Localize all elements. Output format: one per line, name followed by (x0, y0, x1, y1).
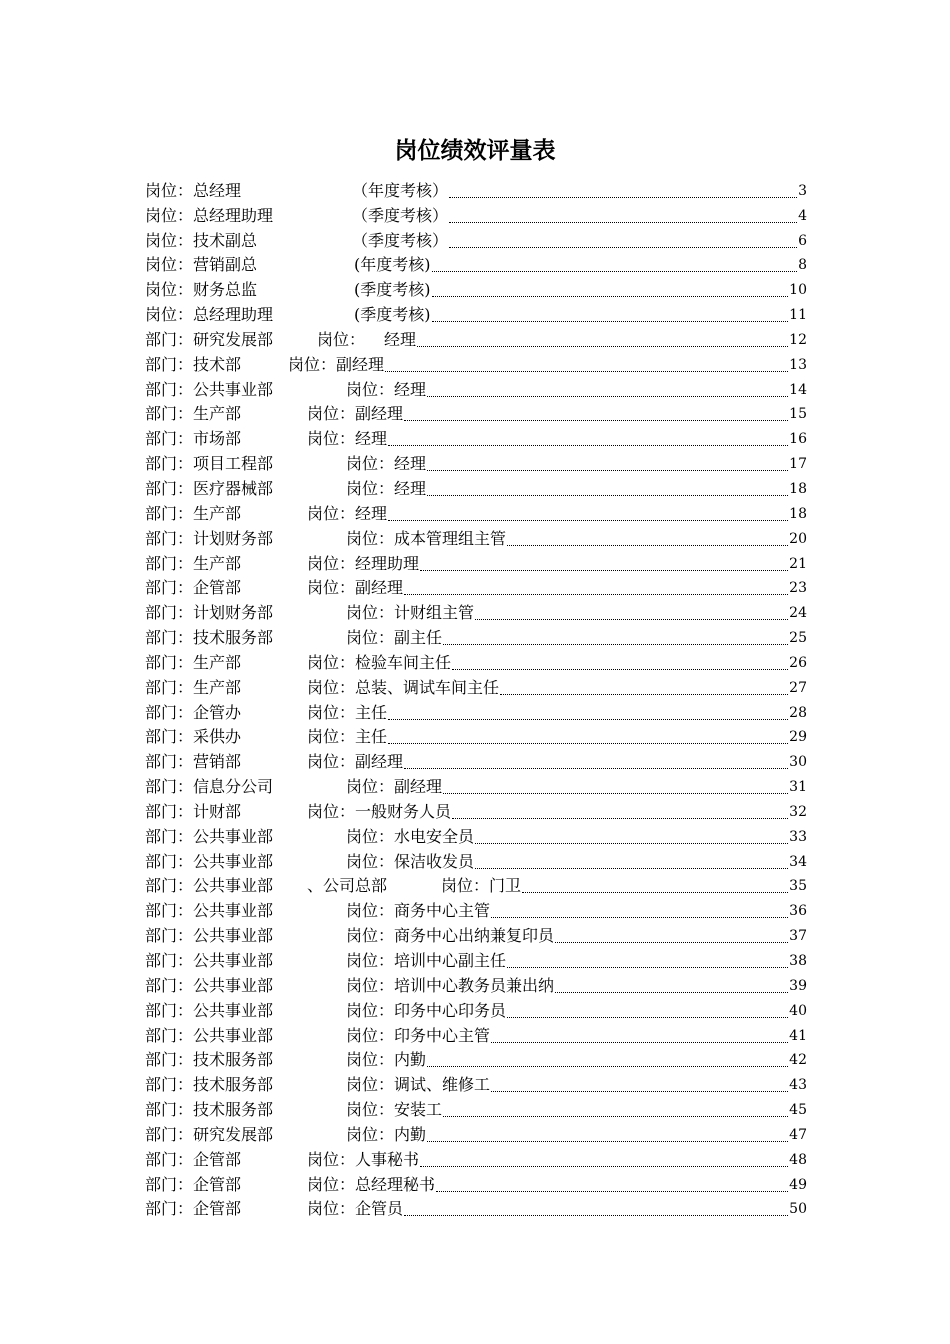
toc-page-number: 49 (789, 1176, 807, 1193)
toc-entry-primary: 部门：营销部 (145, 752, 242, 772)
toc-page-number: 3 (798, 182, 807, 199)
toc-entry-primary: 部门：企管办 (145, 702, 242, 722)
toc-entry-primary: 部门：研究发展部 (145, 1124, 274, 1144)
toc-page-number: 45 (789, 1102, 807, 1119)
toc-leader-dots (500, 678, 788, 698)
toc-entry[interactable] (145, 474, 807, 499)
toc-entry-primary: 部门：公共事业部 (145, 926, 274, 946)
toc-page-number: 20 (789, 530, 807, 547)
toc-page-number: 28 (789, 704, 807, 721)
toc-leader-dots (507, 529, 788, 549)
toc-leader-dots (388, 504, 788, 524)
toc-page-number: 42 (789, 1052, 807, 1069)
toc-leader-dots (449, 231, 797, 251)
toc-entry-secondary: (季度考核) (354, 305, 431, 325)
toc-entry-secondary: 岗位：内勤 (346, 1050, 427, 1070)
toc-entry-secondary: 岗位：副经理 (307, 578, 404, 598)
toc-leader-dots (443, 1100, 788, 1120)
toc-page-number: 36 (789, 903, 807, 920)
toc-entry[interactable] (145, 549, 807, 574)
toc-leader-dots (475, 852, 788, 872)
toc-entry[interactable] (145, 1021, 807, 1046)
toc-entry-secondary: (季度考核) (354, 280, 431, 300)
toc-leader-dots (427, 380, 788, 400)
toc-page-number: 8 (798, 257, 807, 274)
toc-page-number: 48 (789, 1151, 807, 1168)
toc-entry-primary: 部门：项目工程部 (145, 454, 274, 474)
toc-entry-secondary: （季度考核） (352, 230, 449, 250)
toc-entry-primary: 部门：公共事业部 (145, 951, 274, 970)
toc-entry[interactable] (145, 1120, 807, 1145)
toc-entry-primary: 部门：研究发展部 (145, 329, 274, 349)
toc-page-number: 39 (789, 977, 807, 994)
toc-entry-secondary: 岗位：经理助理 (307, 553, 420, 573)
toc-page-number: 43 (789, 1077, 807, 1094)
toc-entry[interactable] (145, 598, 807, 623)
toc-entry[interactable] (145, 251, 807, 276)
toc-page-number: 21 (789, 555, 807, 572)
toc-page-number: 4 (798, 207, 807, 224)
toc-entry-primary: 部门：技术服务部 (145, 628, 274, 648)
toc-entry[interactable] (145, 499, 807, 524)
toc-entry-secondary: 岗位：水电安全员 (346, 826, 475, 846)
toc-entry-primary: 岗位：总经理助理 (145, 205, 274, 225)
toc-entry-primary: 部门：公共事业部 (145, 876, 274, 896)
toc-page-number: 33 (789, 828, 807, 845)
toc-entry-primary: 部门：计划财务部 (145, 603, 274, 623)
toc-entry-secondary: 岗位：经理 (307, 503, 388, 523)
toc-entry-secondary: 岗位：安装工 (346, 1100, 443, 1120)
toc-entry-primary: 岗位：技术副总 (145, 230, 258, 250)
toc-entry-primary: 部门：技术服务部 (145, 1050, 274, 1070)
toc-leader-dots (417, 330, 788, 350)
toc-entry-primary: 部门：采供办 (145, 727, 242, 747)
toc-leader-dots (432, 305, 789, 325)
toc-entry[interactable] (145, 673, 807, 698)
toc-page-number: 10 (789, 282, 807, 299)
toc-entry[interactable] (145, 623, 807, 648)
toc-entry-secondary: 岗位：商务中心主管 (346, 901, 491, 921)
toc-entry[interactable] (145, 1070, 807, 1095)
toc-page-number: 6 (798, 232, 807, 249)
toc-entry-tertiary: 经理 (384, 329, 417, 349)
toc-leader-dots (436, 1175, 788, 1195)
toc-entry[interactable] (145, 872, 807, 897)
toc-entry-primary: 部门：企管部 (145, 1199, 242, 1219)
toc-entry-primary: 部门：公共事业部 (145, 379, 274, 399)
toc-entry[interactable] (145, 847, 807, 872)
toc-page-number: 12 (789, 331, 807, 348)
toc-page-number: 13 (789, 356, 807, 373)
toc-leader-dots (443, 777, 788, 797)
toc-page-number: 23 (789, 580, 807, 597)
toc-entry-secondary: 岗位：副经理 (307, 404, 404, 424)
toc-page-number: 47 (789, 1126, 807, 1143)
toc-entry-primary: 部门：生产部 (145, 677, 242, 697)
toc-page-number: 35 (789, 878, 807, 895)
toc-entry-secondary: 岗位：副经理 (288, 354, 385, 374)
toc-entry-primary: 部门：技术服务部 (145, 1075, 274, 1095)
toc-entry[interactable] (145, 524, 807, 549)
toc-leader-dots (443, 628, 788, 648)
toc-leader-dots (491, 901, 788, 921)
toc-entry-secondary: 岗位：一般财务人员 (307, 801, 452, 821)
toc-entry[interactable] (145, 226, 807, 251)
toc-entry-primary: 部门：公共事业部 (145, 826, 274, 846)
toc-entry[interactable] (145, 896, 807, 921)
toc-entry[interactable] (145, 1095, 807, 1120)
toc-entry-primary: 部门：技术部 (145, 354, 242, 374)
toc-entry-secondary: 岗位：人事秘书 (307, 1149, 420, 1169)
toc-entry-primary: 岗位：总经理助理 (145, 305, 274, 325)
toc-leader-dots (404, 404, 788, 424)
toc-leader-dots (427, 479, 788, 499)
toc-page-number: 14 (789, 381, 807, 398)
toc-entry-secondary: 岗位：保洁收发员 (346, 851, 475, 871)
toc-entry-tertiary: 岗位：门卫 (441, 876, 522, 896)
toc-page-number: 24 (789, 605, 807, 622)
toc-entry-secondary: 岗位： (317, 329, 366, 349)
toc-entry-primary: 部门：企管部 (145, 578, 242, 598)
toc-entry[interactable] (145, 996, 807, 1021)
toc-leader-dots (452, 802, 788, 822)
toc-page-number: 26 (789, 654, 807, 671)
toc-entry[interactable] (145, 1046, 807, 1071)
table-of-contents (145, 176, 807, 1219)
toc-leader-dots (449, 206, 797, 226)
toc-entry[interactable] (145, 449, 807, 474)
toc-entry-secondary: 岗位：印务中心印务员 (346, 1000, 507, 1020)
toc-entry-secondary: 岗位：印务中心主管 (346, 1025, 491, 1045)
toc-entry-primary: 部门：计财部 (145, 801, 242, 821)
toc-entry[interactable] (145, 275, 807, 300)
toc-page-number: 29 (789, 729, 807, 746)
toc-entry-secondary: 岗位：计财组主管 (346, 603, 475, 623)
toc-entry[interactable] (145, 424, 807, 449)
toc-page-number: 11 (789, 307, 807, 324)
toc-page-number: 37 (789, 928, 807, 945)
toc-page-number: 50 (789, 1201, 807, 1218)
toc-page-number: 41 (789, 1027, 807, 1044)
toc-entry-secondary: 岗位：副经理 (346, 777, 443, 797)
toc-entry-secondary: 岗位：经理 (346, 379, 427, 399)
toc-leader-dots (507, 1001, 788, 1021)
toc-entry-secondary: 岗位：检验车间主任 (307, 652, 452, 672)
toc-leader-dots (388, 429, 788, 449)
toc-leader-dots (385, 355, 788, 375)
toc-entry-primary: 部门：生产部 (145, 404, 242, 424)
toc-entry-secondary: 岗位：内勤 (346, 1124, 427, 1144)
toc-leader-dots (491, 1026, 788, 1046)
toc-entry[interactable] (145, 1170, 807, 1195)
toc-leader-dots (507, 951, 788, 971)
toc-entry-primary: 部门：生产部 (145, 503, 242, 523)
page-title: 岗位绩效评量表 (394, 137, 556, 164)
toc-page-number: 15 (789, 406, 807, 423)
toc-entry[interactable] (145, 300, 807, 325)
toc-entry[interactable] (145, 946, 807, 971)
toc-entry-secondary: 岗位：主任 (307, 702, 388, 722)
toc-entry[interactable] (145, 747, 807, 772)
toc-entry-secondary: （季度考核） (352, 205, 449, 225)
toc-entry-primary: 部门：企管部 (145, 1174, 242, 1194)
toc-entry[interactable] (145, 1145, 807, 1170)
toc-entry-secondary: 岗位：副经理 (307, 752, 404, 772)
toc-entry-primary: 部门：技术服务部 (145, 1100, 274, 1120)
toc-entry-secondary: 岗位：总经理秘书 (307, 1174, 436, 1194)
toc-entry-primary: 部门：信息分公司 (145, 777, 274, 797)
toc-entry-secondary: 、公司总部 (307, 876, 388, 896)
toc-entry[interactable] (145, 822, 807, 847)
toc-entry-primary: 部门：公共事业部 (145, 901, 274, 921)
toc-entry-primary: 岗位：营销副总 (145, 255, 258, 275)
toc-leader-dots (388, 727, 788, 747)
toc-entry-secondary: (年度考核) (354, 255, 431, 275)
toc-page-number: 30 (789, 754, 807, 771)
toc-entry-primary: 部门：生产部 (145, 553, 242, 573)
toc-entry-primary: 部门：企管部 (145, 1149, 242, 1169)
toc-entry-primary: 部门：公共事业部 (145, 851, 274, 871)
toc-leader-dots (388, 703, 788, 723)
toc-leader-dots (491, 1075, 788, 1095)
toc-leader-dots (522, 876, 788, 896)
toc-entry-secondary: 岗位：经理 (307, 429, 388, 449)
toc-page-number: 18 (789, 480, 807, 497)
toc-entry-secondary: 岗位：总装、调试车间主任 (307, 677, 500, 697)
toc-entry[interactable] (145, 723, 807, 748)
toc-entry-secondary: 岗位：培训中心副主任 (346, 951, 507, 970)
toc-leader-dots (427, 1050, 788, 1070)
toc-leader-dots (404, 578, 788, 598)
toc-entry-secondary: 岗位：调试、维修工 (346, 1075, 491, 1095)
toc-entry-secondary: （年度考核） (352, 180, 449, 200)
toc-page-number: 40 (789, 1002, 807, 1019)
toc-entry[interactable] (145, 698, 807, 723)
toc-leader-dots (427, 454, 788, 474)
toc-entry-primary: 部门：公共事业部 (145, 1025, 274, 1045)
toc-entry-secondary: 岗位：商务中心出纳兼复印员 (346, 926, 555, 946)
toc-leader-dots (427, 1125, 788, 1145)
toc-entry-secondary: 岗位：培训中心教务员兼出纳 (346, 975, 555, 995)
toc-entry-primary: 部门：生产部 (145, 652, 242, 672)
toc-entry-primary: 岗位：总经理 (145, 180, 242, 200)
toc-entry-secondary: 岗位：主任 (307, 727, 388, 747)
toc-page-number: 32 (789, 803, 807, 820)
toc-entry-secondary: 岗位：企管员 (307, 1199, 404, 1219)
toc-leader-dots (432, 255, 798, 275)
toc-entry[interactable] (145, 176, 807, 201)
toc-entry-secondary: 岗位：成本管理组主管 (346, 528, 507, 548)
toc-entry-primary: 岗位：财务总监 (145, 280, 258, 300)
toc-entry[interactable] (145, 772, 807, 797)
toc-page-number: 18 (789, 505, 807, 522)
toc-entry[interactable] (145, 201, 807, 226)
toc-entry[interactable] (145, 648, 807, 673)
toc-entry[interactable] (145, 574, 807, 599)
toc-leader-dots (555, 926, 788, 946)
toc-leader-dots (404, 1199, 788, 1219)
toc-leader-dots (555, 976, 788, 996)
toc-entry[interactable] (145, 1195, 807, 1220)
toc-entry-secondary: 岗位：经理 (346, 478, 427, 498)
toc-leader-dots (432, 280, 789, 300)
toc-entry[interactable] (145, 400, 807, 425)
toc-entry[interactable] (145, 971, 807, 996)
toc-entry[interactable] (145, 375, 807, 400)
toc-page-number: 38 (789, 953, 807, 969)
toc-entry-primary: 部门：计划财务部 (145, 528, 274, 548)
toc-entry[interactable] (145, 325, 807, 350)
toc-entry[interactable] (145, 350, 807, 375)
toc-leader-dots (420, 554, 788, 574)
toc-entry-primary: 部门：公共事业部 (145, 975, 274, 995)
toc-page-number: 25 (789, 630, 807, 647)
toc-entry[interactable] (145, 921, 807, 946)
toc-page-number: 34 (789, 853, 807, 870)
toc-entry-primary: 部门：公共事业部 (145, 1000, 274, 1020)
toc-leader-dots (420, 1150, 788, 1170)
toc-entry[interactable] (145, 797, 807, 822)
toc-page-number: 17 (789, 456, 807, 473)
toc-entry-primary: 部门：市场部 (145, 429, 242, 449)
toc-entry-primary: 部门：医疗器械部 (145, 478, 274, 498)
toc-leader-dots (475, 827, 788, 847)
toc-entry-secondary: 岗位：副主任 (346, 628, 443, 648)
toc-leader-dots (452, 653, 788, 673)
toc-leader-dots (475, 603, 788, 623)
toc-entry-secondary: 岗位：经理 (346, 454, 427, 474)
toc-page-number: 16 (789, 431, 807, 448)
toc-page-number: 31 (789, 779, 807, 796)
toc-leader-dots (449, 181, 797, 201)
toc-page-number: 27 (789, 679, 807, 696)
toc-leader-dots (404, 752, 788, 772)
